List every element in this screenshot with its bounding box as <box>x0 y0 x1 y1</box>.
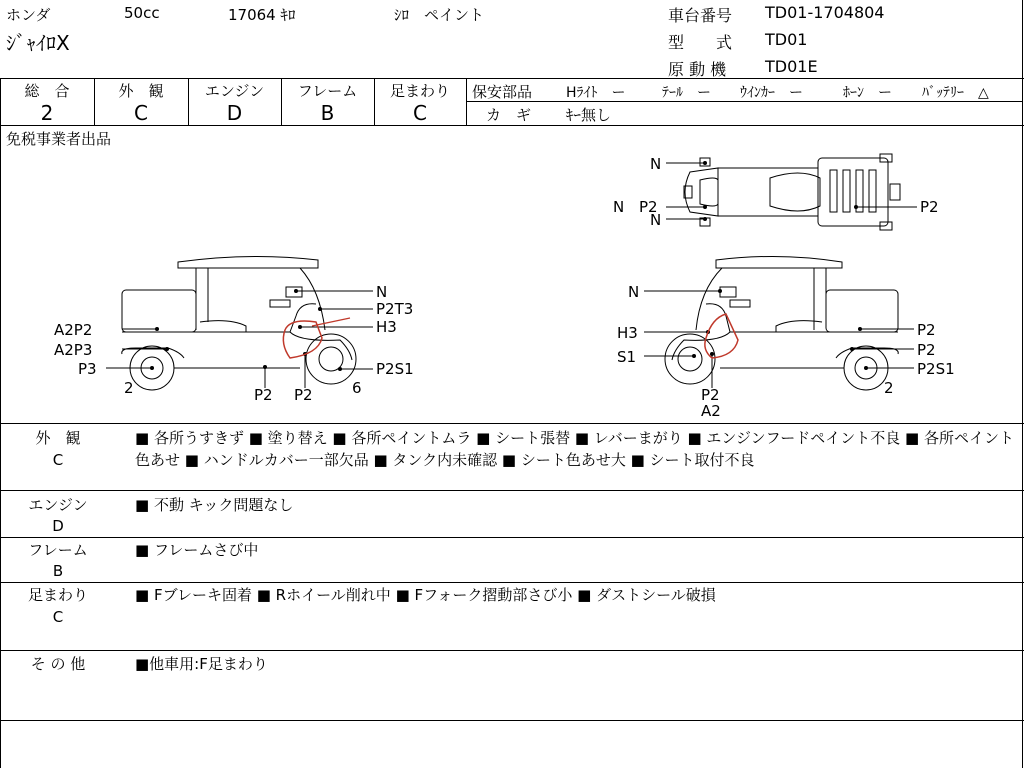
diagram-label: P3 <box>78 360 97 378</box>
diagram-label: N <box>650 211 662 229</box>
grade-header-exterior: 外 観 <box>118 82 164 100</box>
damage-diagram <box>0 126 1022 423</box>
grade-header-overall: 総 合 <box>24 82 70 100</box>
diagram-label: P2 <box>294 386 313 404</box>
divider <box>0 78 1024 79</box>
diagram-label: A2 <box>701 402 721 420</box>
remark-label-other: そ の 他 <box>30 655 86 673</box>
diagram-label: N <box>628 283 640 301</box>
grade-header-frame: フレーム <box>297 82 358 100</box>
divider <box>0 650 1024 651</box>
diagram-label: A2P3 <box>54 341 93 359</box>
tax-exempt-note: 免税事業者出品 <box>6 130 112 148</box>
key-label: カ ギ <box>486 106 532 124</box>
type-label: 型 式 <box>668 33 733 52</box>
divider <box>0 537 1024 538</box>
grade-suspension: C <box>413 101 427 125</box>
remark-label-frame: フレーム <box>28 541 88 559</box>
remark-grade-suspension: C <box>52 608 64 626</box>
key-value: ｷｰ無し <box>566 106 612 124</box>
safety-item-headlight: Hﾗｲﾄ ー <box>566 85 626 101</box>
frame-number: TD01-1704804 <box>765 3 885 22</box>
scooter-right-view <box>665 256 898 390</box>
remark-label-engine: エンジン <box>28 496 88 514</box>
diagram-label: H3 <box>617 324 638 342</box>
safety-parts-label: 保安部品 <box>472 83 533 101</box>
remark-text-frame: ■ フレームさび中 <box>135 541 259 559</box>
remark-grade-engine: D <box>52 517 64 535</box>
diagram-label: P2 <box>917 321 936 339</box>
divider <box>0 720 1024 721</box>
maker-name: ホンダ <box>6 6 51 24</box>
remark-text-exterior: ■ 各所うすきず ■ 塗り替え ■ 各所ペイントムラ ■ シート張替 ■ レバーまがり ■ エンジンフードペイント不良 ■ 各所ペイント色あせ ■ ハンドルカバー一部欠品 ■ タンク内未確認 ■ シート色あせ大 ■ シート取付不良 <box>135 429 1014 469</box>
divider <box>0 490 1024 491</box>
mileage: 17064 ｷﾛ <box>228 6 296 24</box>
diagram-label: P2 <box>254 386 273 404</box>
grade-frame: B <box>320 101 335 125</box>
remark-text-other: ■他車用:F足まわり <box>135 655 268 673</box>
safety-item-winker: ｳｲﾝｶｰ ー <box>740 85 803 101</box>
diagram-label: S1 <box>617 348 637 366</box>
model-name: ｼﾞｬｲﾛX <box>6 31 70 55</box>
diagram-label: P2T3 <box>376 300 414 318</box>
grade-overall: 2 <box>40 101 54 125</box>
grade-header-engine: エンジン <box>204 82 265 100</box>
frame-number-label: 車台番号 <box>668 6 733 25</box>
diagram-label: N <box>376 283 388 301</box>
divider <box>0 582 1024 583</box>
divider <box>466 78 467 125</box>
diagram-label: N <box>613 198 625 216</box>
diagram-label: P2 <box>917 341 936 359</box>
diagram-label: A2P2 <box>54 321 93 339</box>
safety-item-horn: ﾎｰﾝ ー <box>843 85 892 101</box>
diagram-label: P2 <box>701 386 720 404</box>
remark-label-suspension: 足まわり <box>27 586 88 604</box>
divider <box>0 423 1024 424</box>
scooter-top-view <box>684 154 900 230</box>
diagram-label: 2 <box>124 379 134 397</box>
engine-type-value: TD01E <box>765 57 818 76</box>
diagram-label: P2 <box>639 198 658 216</box>
color: ｼﾛ ペイント <box>394 6 485 24</box>
engine-type-label: 原 動 機 <box>668 60 727 79</box>
diagram-label: 6 <box>352 379 362 397</box>
scooter-left-view <box>122 256 356 390</box>
safety-item-taillight: ﾃｰﾙ ー <box>662 85 711 101</box>
diagram-label: N <box>650 155 662 173</box>
remark-grade-exterior: C <box>52 451 64 469</box>
right-view-labels <box>617 283 955 420</box>
diagram-label: P2S1 <box>917 360 955 378</box>
diagram-label: 2 <box>884 379 894 397</box>
grade-header-suspension: 足まわり <box>389 82 450 100</box>
grade-exterior: C <box>134 101 148 125</box>
safety-item-battery: ﾊﾞｯﾃﾘｰ △ <box>922 85 989 101</box>
remark-label-exterior: 外 観 <box>35 429 81 447</box>
left-view-labels <box>54 283 414 404</box>
type-value: TD01 <box>765 30 808 49</box>
displacement: 50cc <box>124 4 160 22</box>
diagram-label: P2S1 <box>376 360 414 378</box>
diagram-label: H3 <box>376 318 397 336</box>
remark-grade-frame: B <box>52 562 64 580</box>
remark-text-suspension: ■ Fブレーキ固着 ■ Rホイール削れ中 ■ Fフォーク摺動部さび小 ■ ダストシール破損 <box>135 586 716 604</box>
grade-engine: D <box>226 101 243 125</box>
diagram-label: P2 <box>920 198 939 216</box>
remark-text-engine: ■ 不動 キック問題なし <box>135 496 294 514</box>
frame-border <box>1022 0 1023 768</box>
